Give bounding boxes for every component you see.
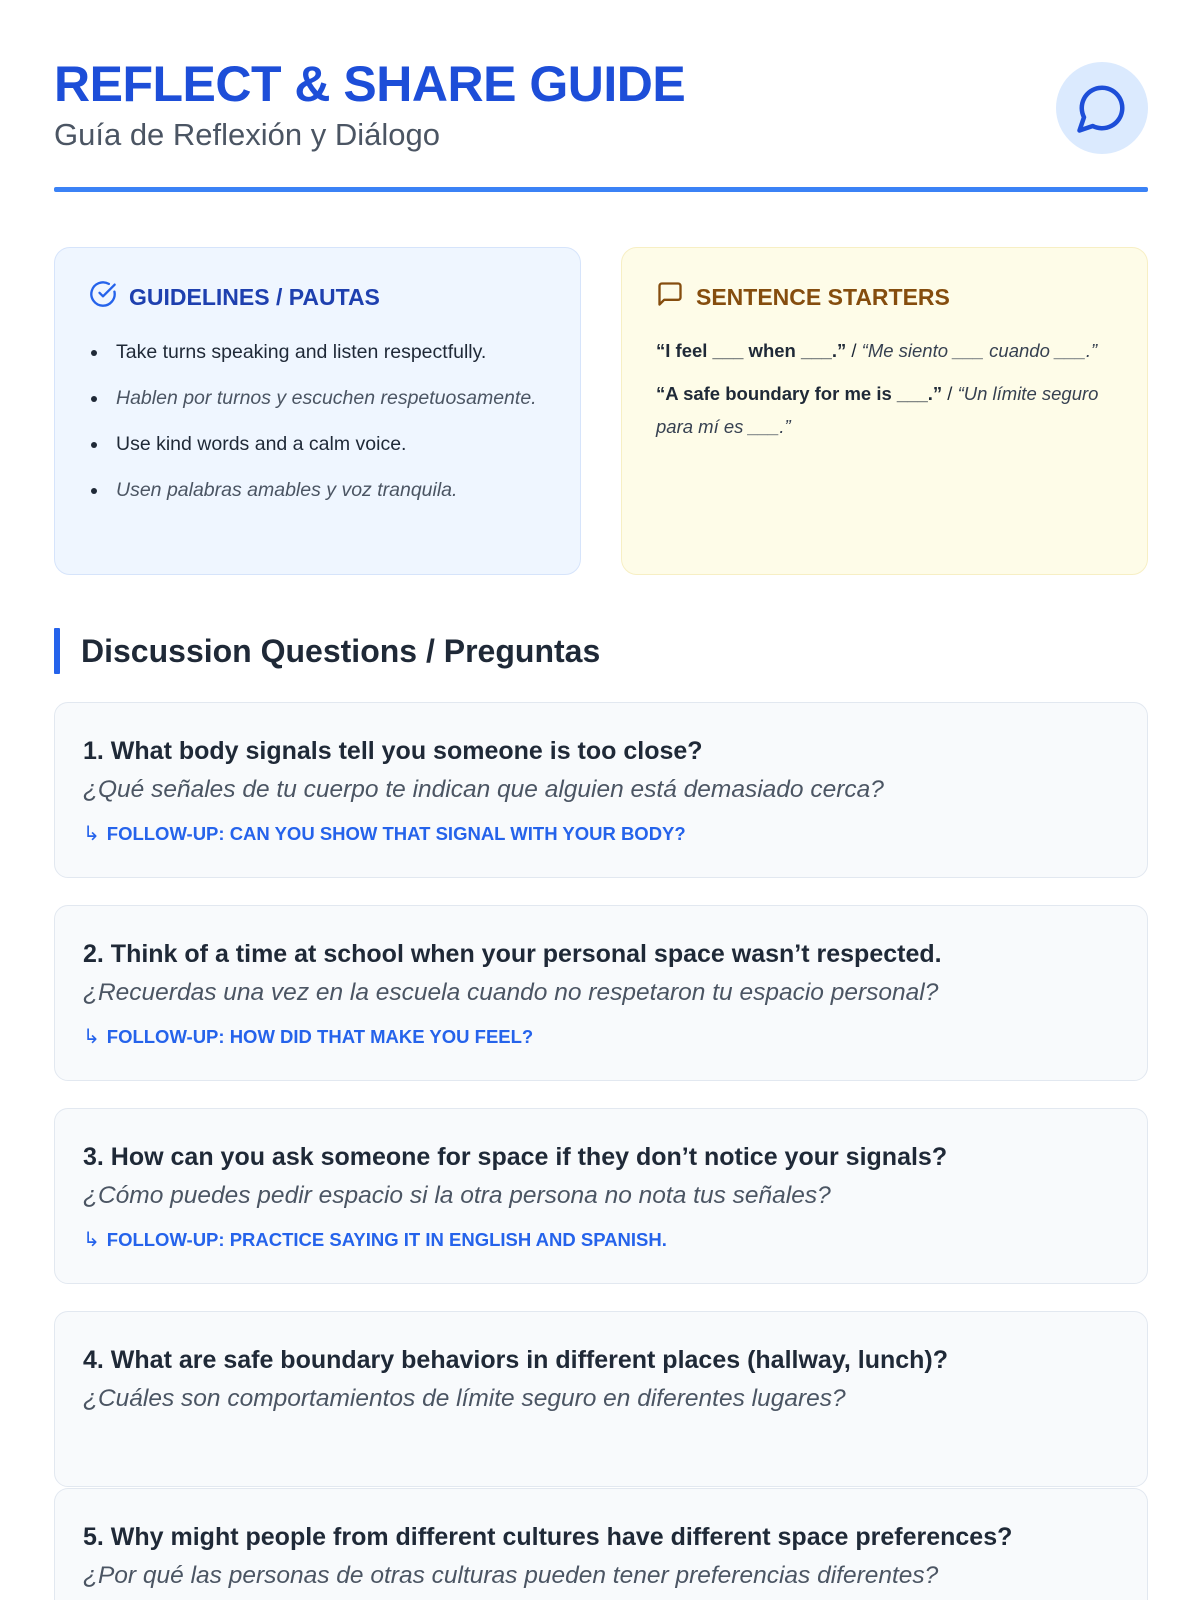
- question-followup: [83, 1227, 1119, 1252]
- starter-english: “A safe boundary for me is ___.”: [656, 383, 943, 404]
- follow-up-arrow-icon: ↳: [83, 823, 100, 845]
- sentence-starters-heading: [656, 282, 1113, 312]
- followup-text: FOLLOW-UP: CAN YOU SHOW THAT SIGNAL WITH YOUR BODY?: [106, 822, 686, 844]
- guidelines-list: [89, 336, 546, 506]
- question-spanish: ¿Cómo puedes pedir espacio si la otra persona no nota tus señales?: [83, 1182, 831, 1209]
- question-card: [54, 1488, 1148, 1600]
- page-title: REFLECT & SHARE GUIDE: [54, 56, 686, 112]
- question-followup: [83, 821, 1119, 846]
- starter-spanish: “Un límite seguro para mí es ___.”: [656, 383, 1099, 437]
- discussion-section-heading: [54, 628, 600, 674]
- follow-up-arrow-icon: ↳: [83, 1026, 100, 1048]
- guideline-item: Use kind words and a calm voice.: [89, 428, 546, 460]
- page-header: [54, 54, 1148, 194]
- question-english: 2. Think of a time at school when your personal space wasn’t respected.: [83, 940, 942, 968]
- guideline-item: Take turns speaking and listen respectfully.: [89, 336, 546, 368]
- followup-text: FOLLOW-UP: PRACTICE SAYING IT IN ENGLISH AND SPANISH.: [106, 1228, 667, 1250]
- message-square-icon: [656, 280, 684, 314]
- question-card: [54, 1311, 1148, 1487]
- sentence-starter: [656, 377, 1113, 443]
- sentence-starter: [656, 334, 1113, 367]
- guidelines-heading: [89, 282, 546, 312]
- question-english: 3. How can you ask someone for space if they don’t notice your signals?: [83, 1143, 948, 1171]
- question-card: [54, 905, 1148, 1081]
- followup-text: FOLLOW-UP: HOW DID THAT MAKE YOU FEEL?: [106, 1025, 534, 1047]
- starter-separator: /: [846, 340, 862, 361]
- question-card: [54, 702, 1148, 878]
- question-spanish: ¿Cuáles son comportamientos de límite seguro en diferentes lugares?: [83, 1385, 846, 1412]
- header-divider: [54, 187, 1148, 192]
- section-title: Discussion Questions / Preguntas: [81, 632, 601, 669]
- check-circle-icon: [89, 280, 117, 314]
- follow-up-arrow-icon: ↳: [83, 1229, 100, 1251]
- chat-bubble-icon: [1056, 62, 1148, 154]
- section-accent-bar: [54, 628, 60, 674]
- starter-english: “I feel ___ when ___.”: [656, 340, 847, 361]
- question-spanish: ¿Por qué las personas de otras culturas pueden tener preferencias diferentes?: [83, 1562, 939, 1589]
- starter-spanish: “Me siento ___ cuando ___.”: [861, 340, 1098, 361]
- question-spanish: ¿Recuerdas una vez en la escuela cuando no respetaron tu espacio personal?: [83, 979, 939, 1006]
- guidelines-heading-text: GUIDELINES / PAUTAS: [129, 283, 380, 310]
- starter-separator: /: [942, 383, 958, 404]
- question-card: [54, 1108, 1148, 1284]
- sentence-starters-heading-text: SENTENCE STARTERS: [696, 283, 950, 310]
- guideline-item: Usen palabras amables y voz tranquila.: [89, 474, 546, 506]
- question-spanish: ¿Qué señales de tu cuerpo te indican que alguien está demasiado cerca?: [83, 776, 884, 803]
- question-english: 1. What body signals tell you someone is too close?: [83, 737, 703, 765]
- question-english: 5. Why might people from different cultures have different space preferences?: [83, 1523, 1013, 1551]
- question-followup: [83, 1024, 1119, 1049]
- guideline-item: Hablen por turnos y escuchen respetuosamente.: [89, 382, 546, 414]
- guidelines-card: [54, 247, 581, 575]
- question-english: 4. What are safe boundary behaviors in different places (hallway, lunch)?: [83, 1346, 949, 1374]
- page-subtitle: Guía de Reflexión y Diálogo: [54, 117, 441, 152]
- sentence-starters-card: [621, 247, 1148, 575]
